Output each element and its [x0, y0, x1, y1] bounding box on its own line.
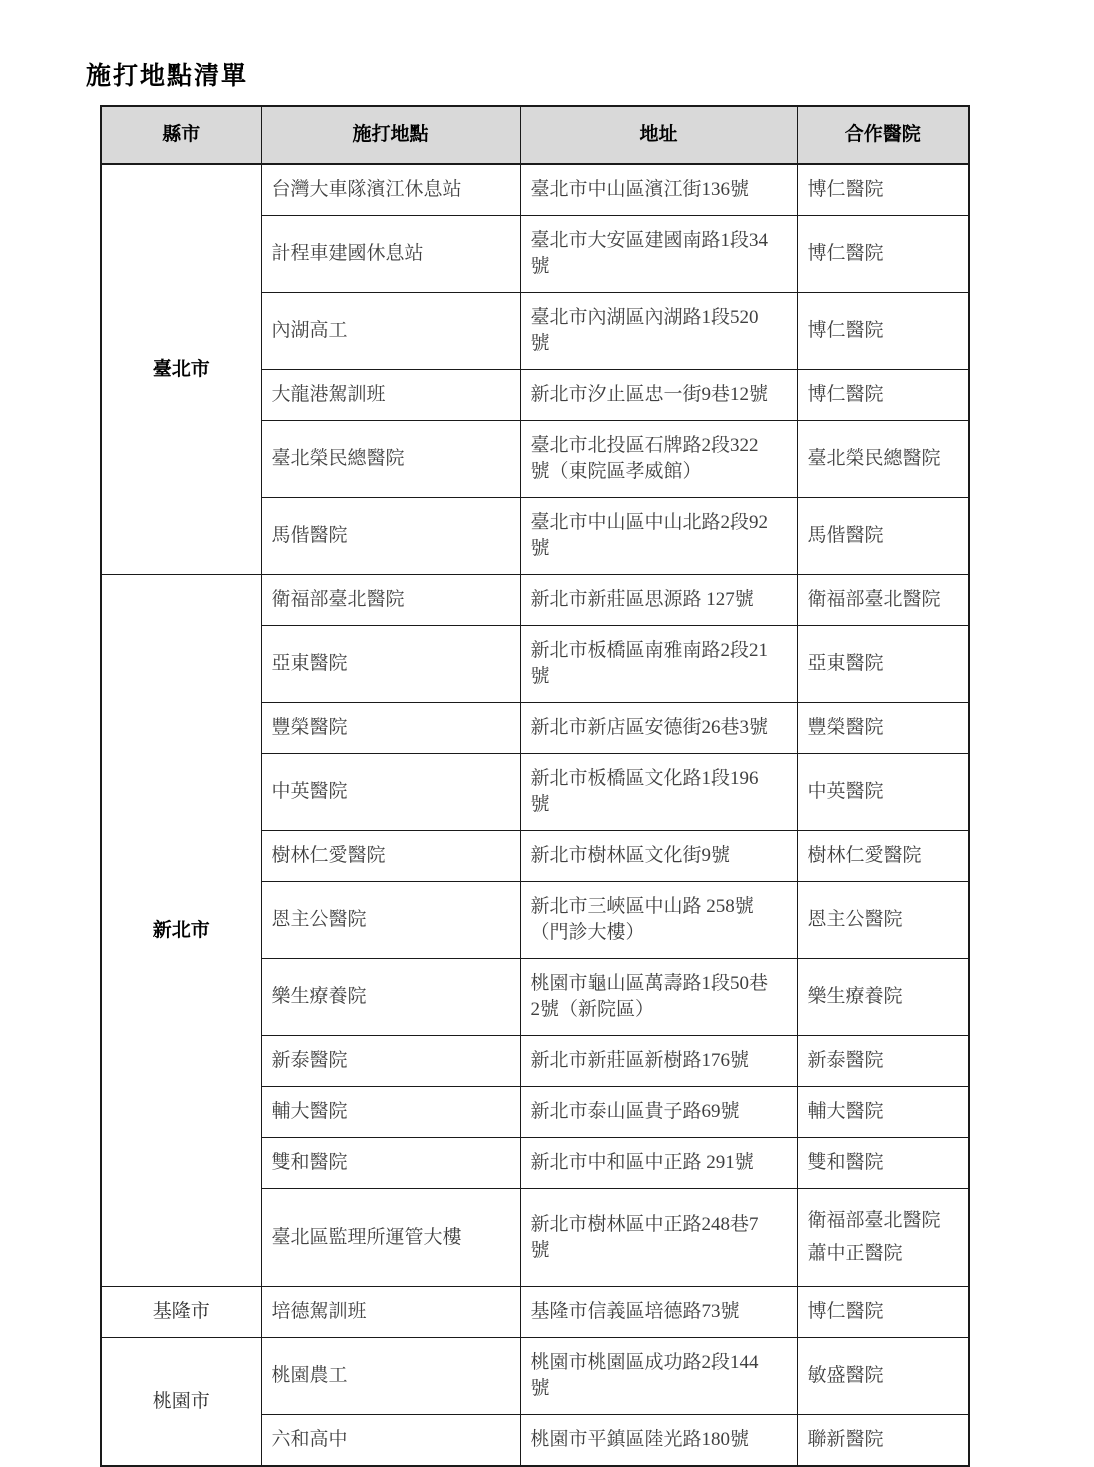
location-cell: 中英醫院 [261, 754, 520, 831]
column-header-address: 地址 [520, 106, 797, 164]
location-cell: 臺北區監理所運管大樓 [261, 1189, 520, 1287]
hospital-cell [797, 754, 969, 831]
hospital-cell [797, 882, 969, 959]
table-body [101, 164, 969, 1466]
hospital-name: 博仁醫院 [807, 1301, 884, 1322]
address-cell: 新北市新店區安德街26巷3號 [520, 703, 797, 754]
county-cell: 臺北市 [101, 164, 261, 575]
location-cell: 樂生療養院 [261, 959, 520, 1036]
header-row [101, 106, 969, 164]
hospital-cell [797, 703, 969, 754]
hospital-name: 臺北榮民總醫院 [807, 448, 941, 469]
location-cell: 桃園農工 [261, 1338, 520, 1415]
address-cell: 基隆市信義區培德路73號 [520, 1287, 797, 1338]
address-cell: 新北市泰山區貴子路69號 [520, 1087, 797, 1138]
hospital-name: 博仁醫院 [807, 384, 884, 405]
hospital-name: 豐榮醫院 [807, 717, 884, 738]
address-cell: 新北市板橋區文化路1段196號 [520, 754, 797, 831]
location-cell: 雙和醫院 [261, 1138, 520, 1189]
location-cell: 輔大醫院 [261, 1087, 520, 1138]
hospital-name: 雙和醫院 [807, 1152, 884, 1173]
hospital-cell [797, 575, 969, 626]
address-cell: 臺北市大安區建國南路1段34號 [520, 216, 797, 293]
location-cell: 豐榮醫院 [261, 703, 520, 754]
hospital-cell [797, 370, 969, 421]
hospital-name: 樹林仁愛醫院 [807, 845, 922, 866]
table-row [101, 164, 969, 216]
hospital-cell [797, 1036, 969, 1087]
location-cell: 台灣大車隊濱江休息站 [261, 164, 520, 216]
hospital-cell [797, 831, 969, 882]
address-cell: 新北市樹林區文化街9號 [520, 831, 797, 882]
location-cell: 恩主公醫院 [261, 882, 520, 959]
column-header-location: 施打地點 [261, 106, 520, 164]
hospital-name: 樂生療養院 [807, 986, 903, 1007]
county-cell: 基隆市 [101, 1287, 261, 1338]
address-cell: 臺北市中山區濱江街136號 [520, 164, 797, 216]
column-header-county: 縣市 [101, 106, 261, 164]
address-cell: 新北市板橋區南雅南路2段21號 [520, 626, 797, 703]
hospital-cell [797, 1415, 969, 1467]
county-cell: 新北市 [101, 575, 261, 1287]
hospital-name: 聯新醫院 [807, 1429, 884, 1450]
hospital-name: 博仁醫院 [807, 243, 884, 264]
table-row [101, 575, 969, 626]
address-cell: 新北市汐止區忠一街9巷12號 [520, 370, 797, 421]
hospital-cell [797, 959, 969, 1036]
address-cell: 新北市三峽區中山路 258號（門診大樓） [520, 882, 797, 959]
hospital-name: 蕭中正醫院 [807, 1243, 903, 1264]
address-cell: 桃園市龜山區萬壽路1段50巷2號（新院區） [520, 959, 797, 1036]
address-cell: 桃園市桃園區成功路2段144號 [520, 1338, 797, 1415]
hospital-name: 博仁醫院 [807, 179, 884, 200]
hospital-cell [797, 1287, 969, 1338]
table-row [101, 1338, 969, 1415]
hospital-name: 輔大醫院 [807, 1101, 884, 1122]
location-cell: 衛福部臺北醫院 [261, 575, 520, 626]
address-cell: 新北市新莊區思源路 127號 [520, 575, 797, 626]
hospital-cell [797, 216, 969, 293]
hospital-name: 新泰醫院 [807, 1050, 884, 1071]
hospital-name: 馬偕醫院 [807, 525, 884, 546]
page-title: 施打地點清單 [86, 63, 249, 90]
location-cell: 大龍港駕訓班 [261, 370, 520, 421]
location-cell: 計程車建國休息站 [261, 216, 520, 293]
hospital-cell [797, 1087, 969, 1138]
hospital-name: 敏盛醫院 [807, 1365, 884, 1386]
address-cell: 臺北市中山區中山北路2段92號 [520, 498, 797, 575]
hospital-cell [797, 1338, 969, 1415]
location-cell: 臺北榮民總醫院 [261, 421, 520, 498]
vaccination-sites-table [100, 105, 970, 1467]
county-cell: 桃園市 [101, 1338, 261, 1467]
address-cell: 新北市新莊區新樹路176號 [520, 1036, 797, 1087]
hospital-name: 恩主公醫院 [807, 909, 903, 930]
hospital-cell [797, 1138, 969, 1189]
table-header [101, 106, 969, 164]
location-cell: 馬偕醫院 [261, 498, 520, 575]
address-cell: 新北市中和區中正路 291號 [520, 1138, 797, 1189]
hospital-name: 中英醫院 [807, 781, 884, 802]
location-cell: 新泰醫院 [261, 1036, 520, 1087]
hospital-cell [797, 626, 969, 703]
hospital-name: 衛福部臺北醫院 [807, 1210, 941, 1231]
hospital-name: 博仁醫院 [807, 320, 884, 341]
address-cell: 臺北市北投區石牌路2段322號（東院區孝威館） [520, 421, 797, 498]
location-cell: 亞東醫院 [261, 626, 520, 703]
location-cell: 六和高中 [261, 1415, 520, 1467]
table-row [101, 1287, 969, 1338]
hospital-cell [797, 421, 969, 498]
hospital-cell [797, 498, 969, 575]
address-cell: 臺北市內湖區內湖路1段520號 [520, 293, 797, 370]
address-cell: 桃園市平鎮區陸光路180號 [520, 1415, 797, 1467]
hospital-name: 亞東醫院 [807, 653, 884, 674]
hospital-cell [797, 293, 969, 370]
location-cell: 內湖高工 [261, 293, 520, 370]
hospital-cell [797, 1189, 969, 1287]
location-cell: 培德駕訓班 [261, 1287, 520, 1338]
hospital-cell [797, 164, 969, 216]
column-header-hospital: 合作醫院 [797, 106, 969, 164]
address-cell: 新北市樹林區中正路248巷7號 [520, 1189, 797, 1287]
hospital-name: 衛福部臺北醫院 [807, 589, 941, 610]
location-cell: 樹林仁愛醫院 [261, 831, 520, 882]
